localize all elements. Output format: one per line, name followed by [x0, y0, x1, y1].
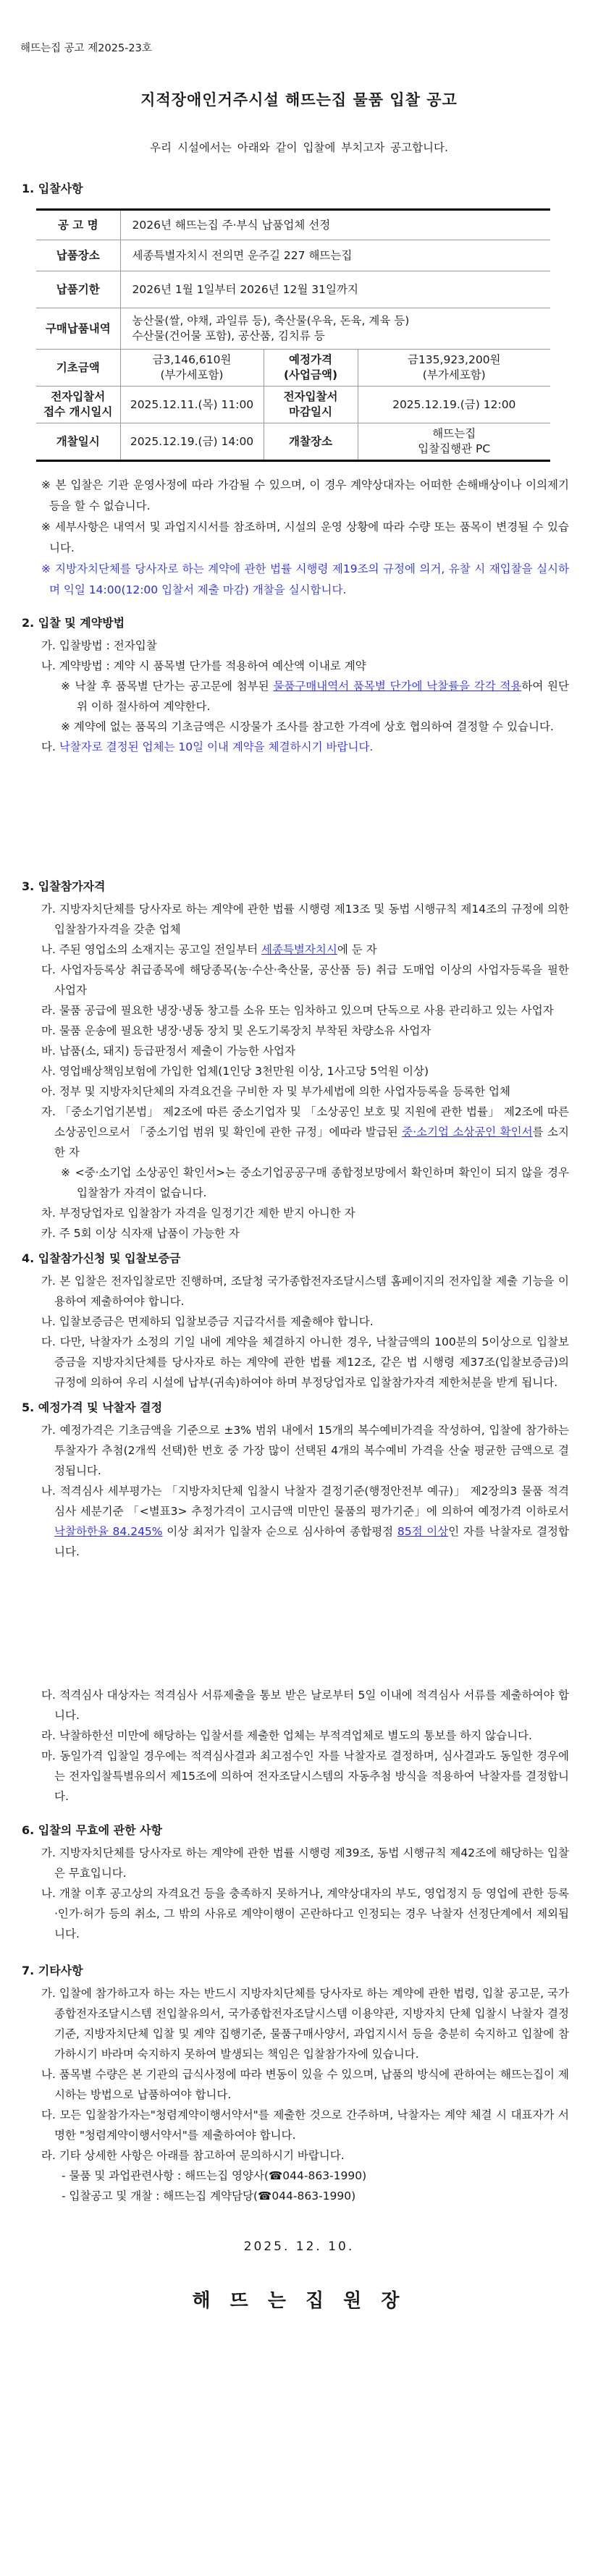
list-item: 나. 입찰보증금은 면제하되 입찰보증금 지급각서를 제출해야 합니다.	[41, 1315, 374, 1328]
bid-opening-place-line2: 입찰집행관 PC	[418, 442, 491, 455]
estimated-price-label	[264, 350, 358, 387]
base-amount-label: 기초금액	[36, 350, 120, 387]
section-4-heading: 4. 입찰참가신청 및 입찰보증금	[22, 1251, 181, 1265]
list-item-award-criteria	[41, 1481, 569, 1562]
section-1-heading: 1. 입찰사항	[22, 182, 83, 195]
list-item: 다. 적격심사 대상자는 적격심사 서류제출을 통보 받은 날로부터 5일 이내에 적격심사 서류를 제출하여야 합니다.	[41, 1689, 569, 1722]
bid-announcement-document	[0, 40, 598, 2313]
ebid-deadline-label-line2: 마감일시	[289, 405, 332, 418]
list-item: 나. 품목별 수량은 본 기관의 급식사정에 따라 변동이 있을 수 있으며, 납품의 방식에 관하여는 해뜨는집이 제시하는 방법으로 납품하여야 합니다.	[41, 2068, 569, 2101]
list-item: 가. 입찰방법 : 전자입찰	[41, 639, 157, 652]
list-item: 라. 물품 공급에 필요한 냉장·냉동 창고를 소유 또는 임차하고 있으며 단독으로 사용 관리하고 있는 사업자	[41, 1004, 554, 1017]
intro-text: 우리 시설에서는 아래와 같이 입찰에 부치고자 공고합니다.	[150, 141, 448, 154]
list-item: 마. 동일가격 입찰일 경우에는 적격심사결과 최고점수인 자를 낙찰자로 결정하며, 심사결과도 동일한 경우에는 전자입찰특별유의서 제15조에 의하여 전자조달시스템의 자동추첨 방식을 적용하여 낙찰자를 결정합니다.	[41, 1749, 569, 1803]
section-4-items	[0, 1271, 598, 1393]
sub-note-text: ※ 낙찰 후 품목별 단가는 공고문에 첨부된	[61, 680, 274, 693]
list-item-business-location	[41, 939, 569, 960]
list-item: 가. 예정가격은 기초금액을 기준으로 ±3% 범위 내에서 15개의 복수예비가격을 작성하여, 입찰에 참가하는 투찰자가 추첨(2개씩 선택)한 번호 중 가장 많이 선택된 4개의 복수예비 가격을 산술 평균한 금액으로 결정됩니다.	[41, 1424, 569, 1477]
page-title: 지적장애인거주시설 해뜨는집 물품 입찰 공고	[140, 91, 458, 109]
item-text: 에 둔 자	[337, 943, 377, 956]
contact-line-goods: - 물품 및 과업관련사항 : 해뜨는집 영양사(☎044-863-1990)	[62, 2169, 367, 2182]
ebid-receipt-start-label-line2: 접수 개시일시	[43, 405, 113, 418]
note-item: ※ 세부사항은 내역서 및 과업지시서를 참조하며, 시설의 운영 상황에 따라 수량 또는 품목이 변경될 수 있습니다.	[41, 520, 569, 554]
list-item: 나. 계약방법 : 계약 시 품목별 단가를 적용하여 예산액 이내로 계약	[41, 659, 366, 672]
ebid-deadline-value: 2025.12.19.(금) 12:00	[358, 387, 550, 423]
estimated-price-label-line2: (사업금액)	[283, 368, 338, 381]
item-text: 자. 「중소기업기본법」 제2조에 따른 중소기업자 및 「소상공인 보호 및 지원에 관한 법률」 제2조에 따른 소상공인으로서 「중소기업 범위 및 확인에 관한 규정」에따라 발급된	[41, 1105, 569, 1139]
sejong-city-link-text: 세종특별자치시	[261, 943, 337, 956]
purchase-items-line2: 수산물(건어물 포함), 공산품, 김치류 등	[132, 329, 325, 342]
announcement-date: 2025. 12. 10.	[243, 2239, 355, 2254]
delivery-period-label: 납품기한	[36, 271, 120, 308]
list-item: 가. 입찰에 참가하고자 하는 자는 반드시 지방자치단체를 당사자로 하는 계약에 관한 법령, 입찰 공고문, 국가종합전자조달시스템 전입찰유의서, 국가종합전자조달시스템 이용약관, 지방자치 단체 입찰시 낙찰자 결정기준, 지방자치단체 입찰 및 계약 집행기준, 물품구매사양서, 과업지시서 등을 충분히 숙지하고 입찰에 참가하시기 바라며 숙지하지 못하여 발생되는 책임은 입찰참가자에 있습니다.	[41, 1987, 569, 2061]
sme-certificate-link-text: 중·소기업 소상공인 확인서	[402, 1126, 533, 1139]
list-item: 나. 개찰 이후 공고상의 자격요건 등을 충족하지 못하거나, 계약상대자의 부도, 영업정지 등 영업에 관한 등록·인가·허가 등의 취소, 그 밖의 사유로 계약이행이 곤란하다고 인정되는 경우 낙찰자 선정단계에서 제외됩니다.	[41, 1887, 569, 1941]
delivery-place-value: 세종특별자치시 전의면 운주길 227 해뜨는집	[120, 240, 550, 271]
bid-opening-time-label: 개찰일시	[36, 423, 120, 461]
ebid-receipt-start-label	[36, 387, 120, 423]
table-row-bid-opening	[36, 423, 550, 461]
bid-opening-place-label: 개찰장소	[264, 423, 358, 461]
list-item: 가. 지방자치단체를 당사자로 하는 계약에 관한 법률 시행령 제39조, 동법 시행규칙 제42조에 해당하는 입찰은 무효입니다.	[41, 1846, 569, 1880]
estimated-price-label-line1: 예정가격	[289, 353, 332, 366]
note-item-rebid-rule: ※ 지방자치단체를 당사자로 하는 계약에 관한 법률 시행령 제19조의 규정에 의거, 유찰 시 재입찰을 실시하며 익일 14:00(12:00 입찰서 제출 마감) 개찰을 실시합니다.	[41, 562, 569, 596]
purchase-items-line1: 농산물(쌀, 야채, 과일류 등), 축산물(우육, 돈육, 계육 등)	[132, 314, 410, 327]
purchase-items-label: 구매납품내역	[36, 308, 120, 350]
sub-note-text: 하여 원단위 이하 절사하여 계약한다.	[77, 680, 569, 713]
item-text: 인 자를 낙찰자로 결정합니다.	[54, 1525, 570, 1558]
section-5-items	[0, 1420, 598, 1807]
section-2-heading: 2. 입찰 및 계약방법	[22, 616, 125, 630]
sub-note: ※ 계약에 없는 품목의 기초금액은 시장물가 조사를 참고한 가격에 상호 협의하여 결정할 수 있습니다.	[61, 720, 554, 733]
delivery-period-value: 2026년 1월 1일부터 2026년 12월 31일까지	[120, 271, 550, 308]
lower-limit-rate-link-text: 낙찰하한율 84.245%	[54, 1525, 163, 1538]
table-row-announcement-name	[36, 210, 550, 240]
section-3-heading: 3. 입찰참가자격	[22, 879, 106, 893]
score-threshold-link-text: 85점 이상	[397, 1525, 449, 1538]
contact-line-bid: - 입찰공고 및 개찰 : 해뜨는집 계약담당(☎044-863-1990)	[62, 2189, 356, 2203]
list-item-contract-deadline	[41, 737, 569, 757]
section-6-heading: 6. 입찰의 무효에 관한 사항	[22, 1823, 163, 1837]
table-row-delivery-place	[36, 240, 550, 271]
item-text: 나. 주된 영업소의 소재지는 공고일 전일부터	[41, 943, 262, 956]
ebid-deadline-label	[264, 387, 358, 423]
section-2-items	[0, 635, 598, 757]
list-item: 가. 본 입찰은 전자입찰로만 진행하며, 조달청 국가종합전자조달시스템 홈페이지의 전자입찰 제출 기능을 이용하여 제출하여야 합니다.	[41, 1275, 569, 1308]
list-item: 다. 사업자등록상 취급종목에 해당종목(농·수산·축산물, 공산품 등) 취급 도매업 이상의 사업자등록을 필한 사업자	[41, 963, 569, 997]
ebid-deadline-label-line1: 전자입찰서	[283, 390, 338, 403]
list-item: 가. 지방자치단체를 당사자로 하는 계약에 관한 법률 시행령 제13조 및 동법 시행규칙 제14조의 규정에 의한 입찰참가자격을 갖춘 업체	[41, 903, 569, 936]
contract-deadline-text: 낙찰자로 결정된 업체는 10일 이내 계약을 체결하시기 바랍니다.	[59, 740, 374, 753]
list-item-sme-certificate	[41, 1102, 569, 1162]
announcement-name-value: 2026년 해뜨는집 주·부식 납품업체 선정	[120, 210, 550, 240]
bid-opening-place-line1: 해뜨는집	[432, 427, 476, 440]
delivery-place-label: 납품장소	[36, 240, 120, 271]
section-7-heading: 7. 기타사항	[22, 1964, 83, 1977]
sub-note	[61, 676, 569, 717]
table-row-delivery-period	[36, 271, 550, 308]
list-item: 바. 납품(소, 돼지) 등급판정서 제출이 가능한 사업자	[41, 1044, 295, 1057]
item-text: 나. 적격심사 세부평가는 「지방자치단체 입찰시 낙찰자 결정기준(행정안전부 예규)」 제2장의3 물품 적격심사 세분기준 「<별표3> 추정가격이 고시금액 미만인 물품의 평가기준」에 의하여 예정가격 이하로서	[41, 1485, 569, 1518]
base-amount-vat-note: (부가세포함)	[160, 368, 224, 381]
table-row-ebid-receipt	[36, 387, 550, 423]
estimated-price-figure: 금135,923,200원	[407, 353, 501, 366]
list-item: 라. 낙찰하한선 미만에 해당하는 입찰서를 제출한 업체는 부적격업체로 별도의 통보를 하지 않습니다.	[41, 1729, 532, 1742]
section-3-items	[0, 899, 598, 1243]
signature-director: 해 뜨 는 집 원 장	[192, 2290, 406, 2312]
section-6-items	[0, 1843, 598, 1944]
list-item: 다. 모든 입찰참가자는"청렴계약이행서약서"를 제출한 것으로 간주하며, 낙찰자는 계약 체결 시 대표자가 서명한 "청렴계약이행서약서"를 제출하여야 합니다.	[41, 2108, 569, 2142]
bid-opening-place-value	[358, 423, 550, 461]
ebid-receipt-start-label-line1: 전자입찰서	[51, 390, 106, 403]
purchase-list-link-text: 물품구매내역서 품목별 단가에 낙찰률을 각각 적용	[273, 680, 522, 693]
list-item: 아. 정부 및 지방자치단체의 자격요건을 구비한 자 및 부가세법에 의한 사업자등록을 등록한 업체	[41, 1085, 511, 1098]
bid-info-table	[36, 208, 550, 462]
section-1-notes	[0, 475, 598, 601]
item-text: 를 소지한 자	[54, 1126, 569, 1159]
list-item: 마. 물품 운송에 필요한 냉장·냉동 장치 및 온도기록장치 부착된 차량소유 사업자	[41, 1024, 431, 1037]
list-item: 사. 영업배상책임보험에 가입한 업체(1인당 3천만원 이상, 1사고당 5억원 이상)	[41, 1065, 429, 1078]
list-item: 라. 기타 상세한 사항은 아래를 참고하여 문의하시기 바랍니다.	[41, 2149, 345, 2162]
section-7-items	[0, 1983, 598, 2206]
base-amount-figure: 금3,146,610원	[152, 353, 232, 366]
list-item: 차. 부정당업자로 입찰참가 자격을 일정기간 제한 받지 아니한 자	[41, 1207, 355, 1220]
item-text: 이상 최저가 입찰자 순으로 심사하여 종합평점	[162, 1525, 397, 1538]
announcement-name-label: 공 고 명	[57, 218, 98, 232]
table-row-base-amount	[36, 350, 550, 387]
base-amount-value	[120, 350, 264, 387]
sub-note: ※ <중·소기업 소상공인 확인서>는 중소기업공공구매 종합정보망에서 확인하며 확인이 되지 않을 경우 입찰참가 자격이 없습니다.	[61, 1166, 569, 1199]
section-5-heading: 5. 예정가격 및 낙찰자 결정	[22, 1401, 163, 1414]
estimated-price-value	[358, 350, 550, 387]
doc-number: 해뜨는집 공고 제2025-23호	[20, 43, 152, 54]
bid-opening-time-value: 2025.12.19.(금) 14:00	[120, 423, 264, 461]
purchase-items-value	[120, 308, 550, 350]
list-item: 다. 다만, 낙찰자가 소정의 기일 내에 계약을 체결하지 아니한 경우, 낙찰금액의 100분의 5이상으로 입찰보증금을 지방자치단체를 당사자로 하는 계약에 관한 법률 제12조, 같은 법 시행령 제37조(입찰보증금)의 규정에 의하여 우리 시설에 납부(귀속)하여야 하며 부정당업자로 입찰참가자격 제한처분을 받게 됩니다.	[41, 1335, 569, 1389]
list-item: 카. 주 5회 이상 식자재 납품이 가능한 자	[41, 1227, 240, 1240]
note-item: ※ 본 입찰은 기관 운영사정에 따라 가감될 수 있으며, 이 경우 계약상대자는 어떠한 손해배상이나 이의제기 등을 할 수 없습니다.	[41, 478, 569, 512]
item-marker: 다.	[41, 740, 59, 753]
ebid-receipt-start-value: 2025.12.11.(목) 11:00	[120, 387, 264, 423]
table-row-purchase-items	[36, 308, 550, 350]
estimated-price-vat-note: (부가세포함)	[422, 368, 486, 381]
